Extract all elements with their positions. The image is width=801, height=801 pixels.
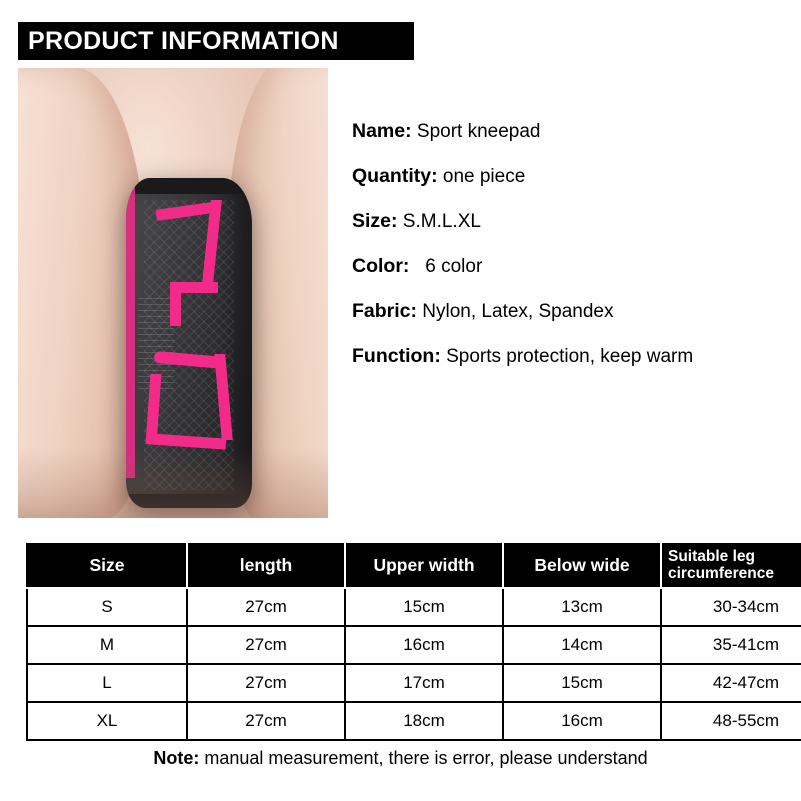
spec-value-fabric: Nylon, Latex, Spandex (422, 301, 614, 322)
column-header-below-wide: Below wide (503, 542, 661, 588)
cell-circumference: 35-41cm (661, 626, 801, 664)
table-row (27, 588, 801, 626)
spec-label-function: Function: (352, 345, 441, 367)
spec-value-color (415, 256, 420, 277)
size-table-header (27, 542, 801, 588)
table-header-row (27, 542, 801, 588)
cell-length: 27cm (187, 588, 345, 626)
size-table-wrapper (26, 541, 778, 741)
footer-note-label: Note: (153, 748, 200, 768)
cell-upper-width: 17cm (345, 664, 503, 702)
size-table-body (27, 588, 801, 740)
cell-length: 27cm (187, 664, 345, 702)
cell-below-wide: 15cm (503, 664, 661, 702)
cell-circumference: 42-47cm (661, 664, 801, 702)
spec-row-color (352, 255, 782, 278)
table-row (27, 702, 801, 740)
header-banner (18, 22, 414, 60)
cell-below-wide: 16cm (503, 702, 661, 740)
cell-circumference: 48-55cm (661, 702, 801, 740)
spec-row-fabric (352, 300, 782, 323)
spec-row-name (352, 120, 782, 143)
spec-value-color-text: 6 color (425, 256, 483, 277)
cell-length: 27cm (187, 702, 345, 740)
column-header-size: Size (27, 542, 187, 588)
spec-label-fabric: Fabric: (352, 300, 418, 322)
cell-size: L (27, 664, 187, 702)
spec-value-name: Sport kneepad (416, 121, 541, 142)
cell-size: M (27, 626, 187, 664)
cell-below-wide: 13cm (503, 588, 661, 626)
photo-shadow (18, 448, 328, 518)
sleeve-top-band (126, 178, 252, 194)
cell-upper-width: 18cm (345, 702, 503, 740)
product-photo (18, 68, 328, 518)
column-header-length: length (187, 542, 345, 588)
table-row (27, 664, 801, 702)
sleeve-pink-edge (126, 178, 135, 478)
spec-row-quantity (352, 165, 782, 188)
spec-label-name: Name: (352, 120, 412, 142)
cell-upper-width: 16cm (345, 626, 503, 664)
spec-row-size (352, 210, 782, 233)
spec-row-function (352, 345, 782, 368)
column-header-suitable-leg-circumference: Suitable leg circumference (661, 542, 801, 588)
spec-label-quantity: Quantity: (352, 165, 438, 187)
cell-size: S (27, 588, 187, 626)
cell-upper-width: 15cm (345, 588, 503, 626)
spec-value-quantity: one piece (442, 166, 526, 187)
cell-below-wide: 14cm (503, 626, 661, 664)
cell-size: XL (27, 702, 187, 740)
spec-label-color: Color: (352, 255, 410, 277)
footer-note (0, 748, 801, 769)
table-row (27, 626, 801, 664)
size-table (26, 541, 801, 741)
sleeve-pink-stripe (170, 282, 181, 326)
footer-note-text: manual measurement, there is error, please understand (199, 748, 648, 768)
cell-circumference: 30-34cm (661, 588, 801, 626)
cell-length: 27cm (187, 626, 345, 664)
spec-value-function: Sports protection, keep warm (446, 346, 694, 367)
spec-value-size: S.M.L.XL (402, 211, 481, 232)
page-title: PRODUCT INFORMATION (28, 26, 339, 55)
specification-list (352, 120, 782, 390)
column-header-upper-width: Upper width (345, 542, 503, 588)
spec-label-size: Size: (352, 210, 398, 232)
